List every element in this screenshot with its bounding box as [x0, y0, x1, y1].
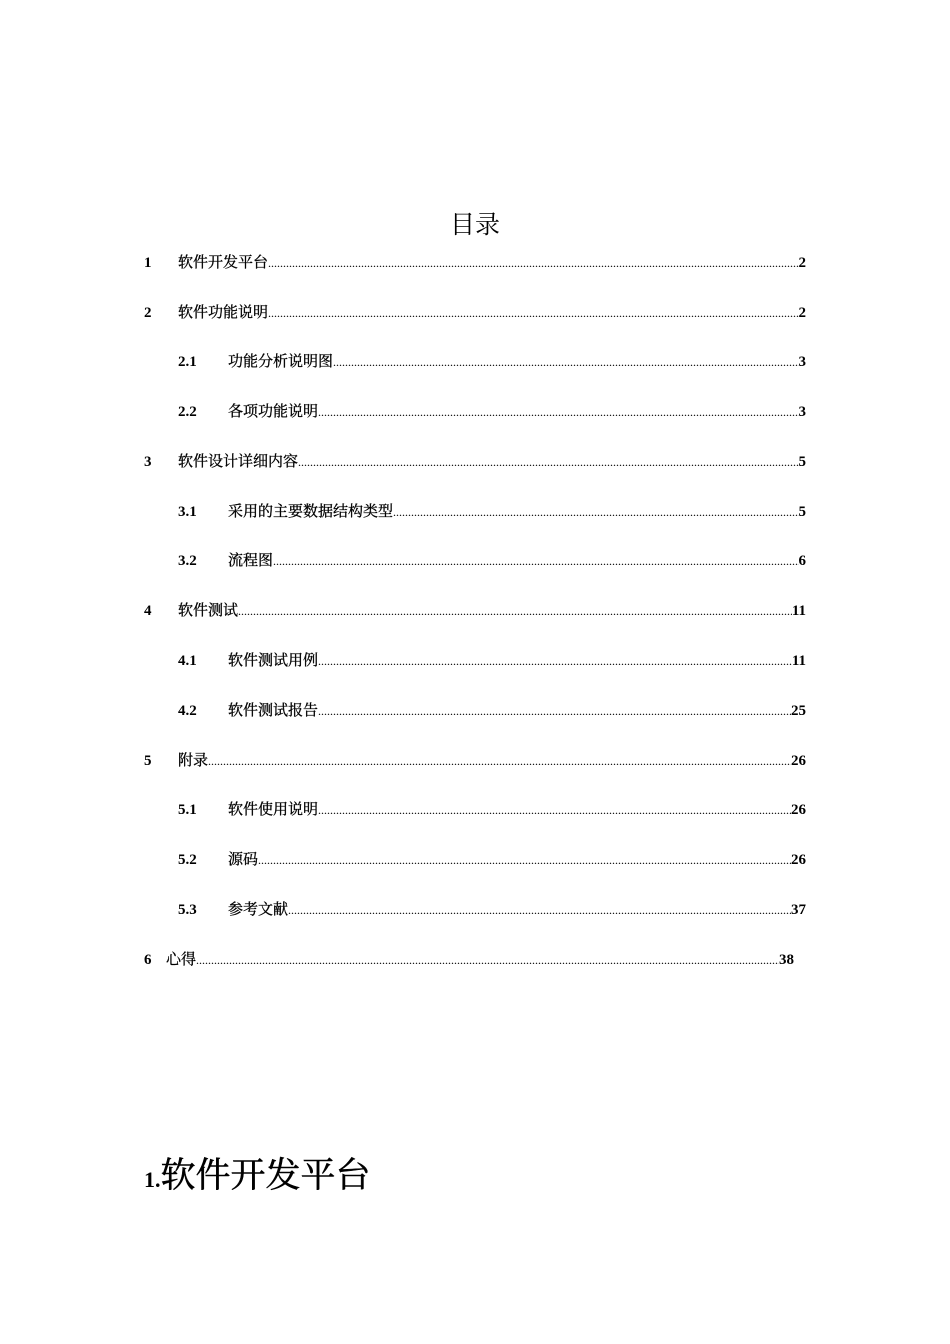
toc-entry-number: 4.2: [178, 703, 197, 719]
toc-entry-page: 26: [791, 753, 806, 769]
section-title: 软件开发平台: [160, 1156, 371, 1196]
toc-leader-dots: [318, 401, 798, 423]
toc-entry-number: 6: [144, 952, 152, 968]
toc-entry-title: 软件测试报告: [228, 701, 319, 719]
toc-entry-title: 各项功能说明: [228, 402, 319, 420]
toc-entry-title: 采用的主要数据结构类型: [228, 502, 394, 520]
toc-leader-dots: [258, 849, 791, 871]
toc-entry-number: 3.1: [178, 504, 197, 520]
toc-entry[interactable]: [178, 848, 806, 870]
toc-entry-page: 26: [791, 802, 806, 818]
toc-entry[interactable]: [178, 798, 806, 820]
toc-entry[interactable]: [144, 599, 806, 621]
toc-leader-dots: [298, 451, 798, 473]
toc-entry-page: 5: [798, 504, 806, 520]
toc-entry-title: 功能分析说明图: [228, 352, 334, 370]
toc-entry-title: 软件设计详细内容: [178, 452, 299, 470]
toc-entry-page: 2: [798, 255, 806, 271]
toc-entry-title: 流程图: [228, 551, 274, 569]
toc-entry-page: 37: [791, 902, 806, 918]
toc-entry-title: 心得: [166, 950, 197, 968]
toc-entry-number: 4: [144, 603, 152, 619]
toc-entry[interactable]: [144, 301, 806, 323]
toc-entry-page: 3: [798, 354, 806, 370]
toc-entry-title: 参考文献: [228, 900, 289, 918]
toc-entry-number: 5: [144, 753, 152, 769]
toc-entry-number: 2.2: [178, 404, 197, 420]
toc-leader-dots: [393, 501, 798, 523]
toc-entry-page: 3: [798, 404, 806, 420]
toc-leader-dots: [318, 650, 792, 672]
toc-entry-page: 6: [798, 553, 806, 569]
toc-leader-dots: [268, 252, 798, 274]
toc-entry[interactable]: [178, 549, 806, 571]
toc-entry[interactable]: [178, 699, 806, 721]
toc-entry-number: 2: [144, 305, 152, 321]
toc-entry[interactable]: [144, 450, 806, 472]
toc-entry[interactable]: [178, 350, 806, 372]
toc-leader-dots: [238, 600, 792, 622]
toc-leader-dots: [268, 302, 798, 324]
toc-entry-title: 软件功能说明: [178, 303, 269, 321]
section-heading: [144, 1148, 371, 1198]
toc-leader-dots: [318, 799, 791, 821]
toc-entry[interactable]: [178, 400, 806, 422]
toc-entry-number: 5.1: [178, 802, 197, 818]
toc-entry-page: 25: [791, 703, 806, 719]
toc-entry-title: 软件开发平台: [178, 253, 269, 271]
toc-entry[interactable]: [178, 500, 806, 522]
toc-entry[interactable]: [144, 749, 806, 771]
toc-leader-dots: [208, 750, 791, 772]
toc-entry-number: 3.2: [178, 553, 197, 569]
toc-entry-number: 5.3: [178, 902, 197, 918]
toc-leader-dots: [333, 351, 798, 373]
toc-entry-title: 软件测试: [178, 601, 239, 619]
toc-entry-number: 2.1: [178, 354, 197, 370]
toc-entry-title: 软件使用说明: [228, 800, 319, 818]
toc-leader-dots: [196, 949, 779, 971]
toc-entry-page: 11: [791, 603, 806, 619]
toc-entry[interactable]: [178, 898, 806, 920]
toc-entry[interactable]: [144, 251, 806, 273]
toc-entry-number: 3: [144, 454, 152, 470]
toc-entry-page: 38: [779, 952, 794, 968]
toc-entry-title: 附录: [178, 751, 209, 769]
toc-entry-number: 5.2: [178, 852, 197, 868]
toc-entry-number: 1: [144, 255, 152, 271]
section-number: 1.: [144, 1167, 161, 1192]
toc-entry-title: 软件测试用例: [228, 651, 319, 669]
toc-entry-page: 5: [798, 454, 806, 470]
toc-leader-dots: [318, 700, 791, 722]
toc-entry-page: 2: [798, 305, 806, 321]
toc-entry-number: 4.1: [178, 653, 197, 669]
toc-title: 目录: [449, 210, 500, 239]
toc-leader-dots: [273, 550, 798, 572]
toc-entry-title: 源码: [228, 850, 259, 868]
toc-entry-page: 26: [791, 852, 806, 868]
toc-entry[interactable]: [144, 948, 794, 970]
toc-leader-dots: [288, 899, 791, 921]
toc-entry[interactable]: [178, 649, 806, 671]
toc-entry-page: 11: [791, 653, 806, 669]
